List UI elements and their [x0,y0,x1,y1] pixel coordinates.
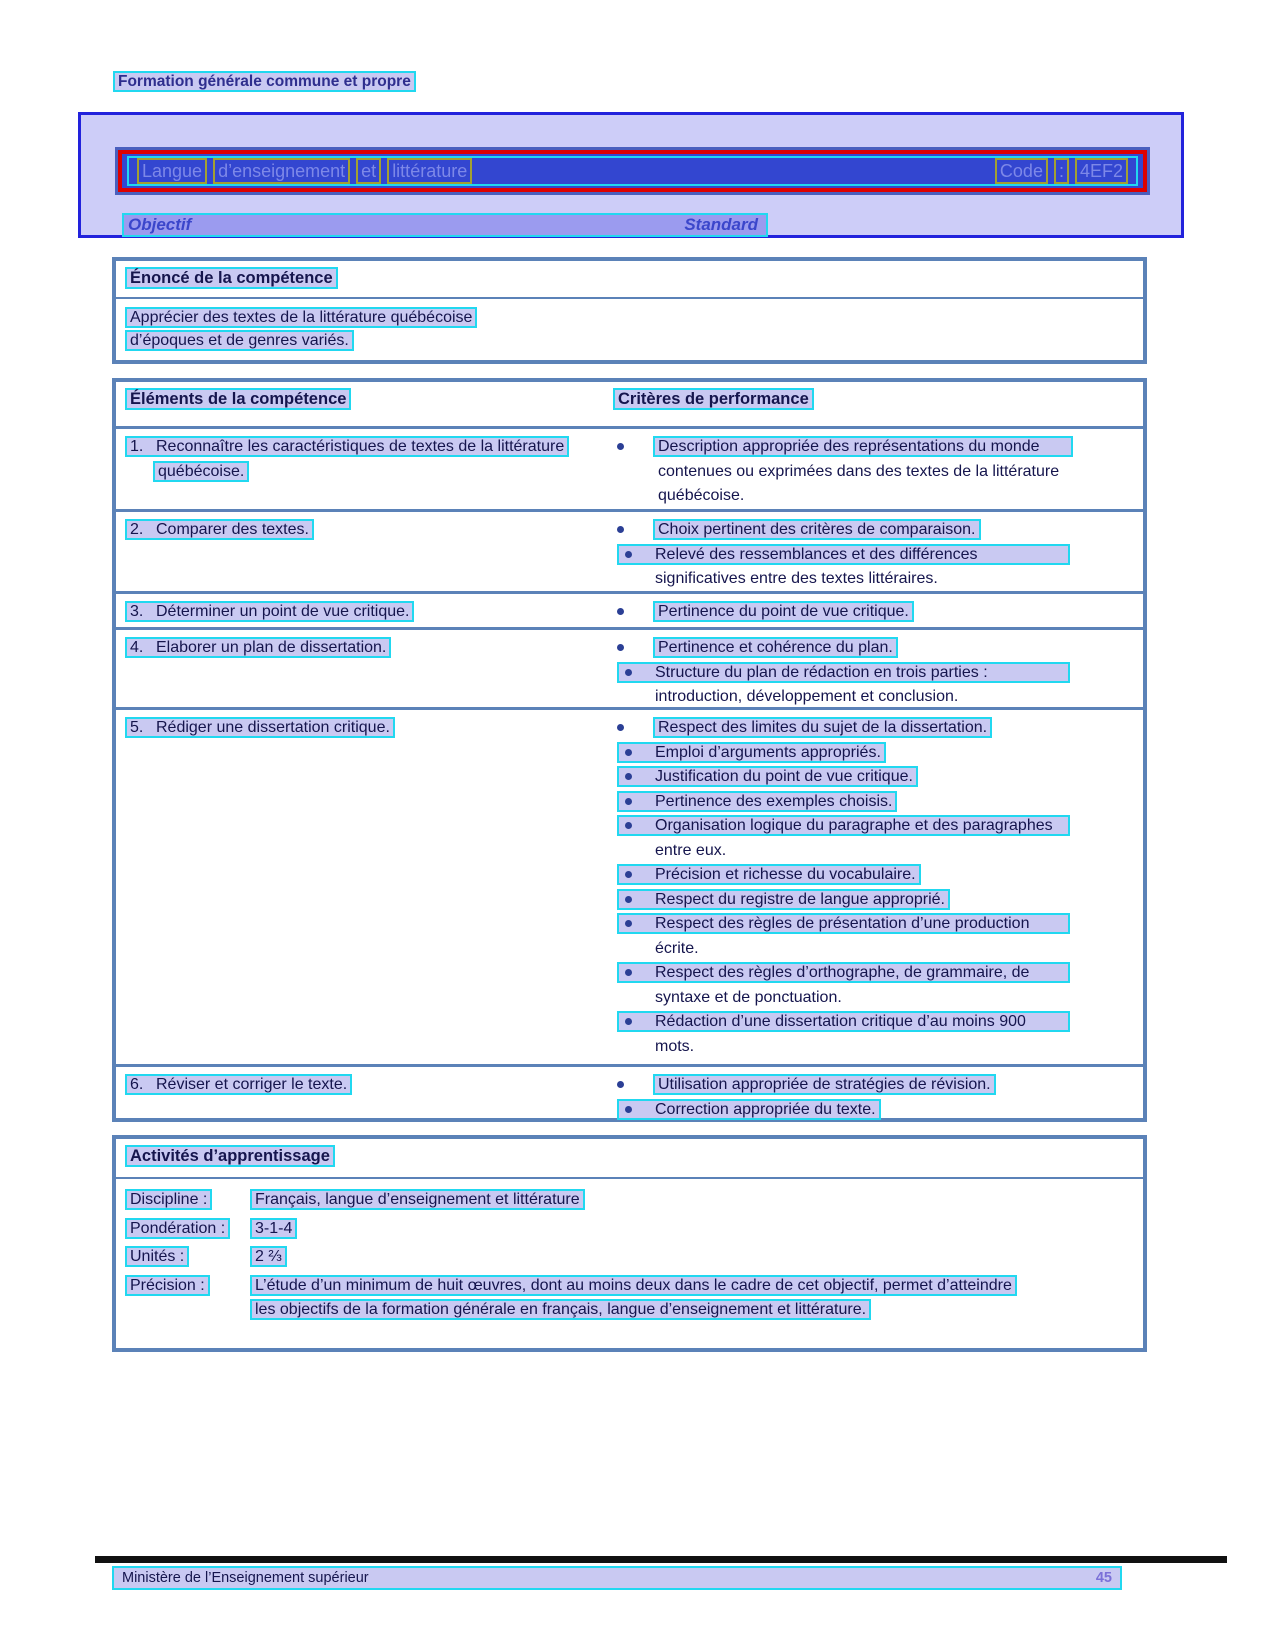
footer-ministry: Ministère de l’Enseignement supérieur [122,1570,369,1586]
activity-label-cell [125,1245,250,1270]
activity-label: Unités : [125,1246,189,1267]
header-label-text: Formation générale commune et propre [113,71,416,92]
course-banner-band [115,147,1150,195]
footer-page-number: 45 [1095,1570,1112,1586]
ocr-word-box: d’enseignement [213,158,350,184]
ocr-word-box: : [1054,158,1069,184]
activities-title-cell [116,1139,1143,1179]
activity-label-cell [125,1188,250,1213]
criterion-item: Pertinence du point de vue critique. [613,600,1143,625]
criteres-header-cell [613,390,1143,426]
criteria-list [613,518,1143,591]
intro-box [78,112,1184,238]
activity-row [125,1217,1143,1242]
criteria-list [613,435,1143,509]
objectif-heading: Objectif [128,215,192,234]
criterion-item: Pertinence et cohérence du plan. [613,636,1143,661]
activities-title: Activités d’apprentissage [125,1145,335,1167]
bullet-icon [625,669,632,676]
activities-table [112,1135,1147,1352]
criterion-item: Respect des règles d’orthographe, de grammaire, de syntaxe et de ponctuation. [613,961,1143,1010]
criterion-item: Emploi d’arguments appropriés. [613,741,1143,766]
competence-row [116,627,1143,707]
activity-value: Français, langue d’enseignement et littérature [250,1189,585,1210]
course-banner [118,150,1147,192]
activity-value-cell [250,1274,1030,1323]
activity-label: Précision : [125,1275,210,1296]
criterion-item: Utilisation appropriée de stratégies de révision. [613,1073,1143,1098]
ocr-word-box: 4EF2 [1075,158,1128,184]
criterion-item: Relevé des ressemblances et des différences significatives entre des textes littéraires. [613,543,1143,592]
criterion-item: Choix pertinent des critères de comparaison. [613,518,1143,543]
activities-body [116,1179,1143,1323]
criterion-item: Justification du point de vue critique. [613,765,1143,790]
bullet-icon [625,896,632,903]
enonce-title: Énoncé de la compétence [125,267,338,289]
elements-header: Éléments de la compétence [125,388,351,410]
activity-value-cell [250,1188,1030,1213]
activity-row [125,1274,1143,1323]
footer-rule [95,1556,1227,1563]
criterion-item: Précision et richesse du vocabulaire. [613,863,1143,888]
criteria-list [613,636,1143,707]
element-cell: 4. Elaborer un plan de dissertation. [125,636,595,707]
ocr-word-box: littérature [387,158,472,184]
competence-table [112,378,1147,1122]
bullet-icon [625,1106,632,1113]
standard-heading: Standard [684,215,758,234]
bullet-icon [625,1018,632,1025]
bullet-icon [625,871,632,878]
footer-bar [112,1566,1122,1590]
enonce-title-cell [116,261,1143,299]
activity-value-cell [250,1245,1030,1270]
bullet-icon [625,773,632,780]
activity-value: 2 ⅔ [250,1246,287,1267]
enonce-statement-cell [116,299,1143,352]
bullet-icon [625,749,632,756]
criteria-list [613,716,1143,1064]
banner-ocr-line-box [127,156,1138,186]
bullet-icon [617,443,624,450]
activity-row [125,1245,1143,1270]
bullet-icon [617,608,624,615]
document-header-label [113,72,416,92]
criterion-item: Respect du registre de langue approprié. [613,888,1143,913]
criterion-item: Structure du plan de rédaction en trois parties : introduction, développement et conclusion. [613,661,1143,708]
banner-code [995,158,1128,184]
competence-row [116,1064,1143,1126]
enonce-statement-line: d’époques et de genres variés. [125,330,1143,352]
competence-table-header-row [116,382,1143,426]
criterion-item: Rédaction d’une dissertation critique d’au moins 900 mots. [613,1010,1143,1059]
ocr-word-box: Code [995,158,1048,184]
ocr-word-box: Langue [137,158,207,184]
criterion-item: Respect des limites du sujet de la dissertation. [613,716,1143,741]
elements-header-cell [125,390,613,426]
competence-row [116,426,1143,509]
bullet-icon [625,798,632,805]
bullet-icon [617,526,624,533]
criterion-item: Organisation logique du paragraphe et des paragraphes entre eux. [613,814,1143,863]
activity-label-cell [125,1217,250,1242]
competence-row [116,591,1143,627]
enonce-table [112,257,1147,364]
objectif-standard-bar [122,213,768,237]
activity-value-cell [250,1217,1030,1242]
element-cell: 6. Réviser et corriger le texte. [125,1073,595,1126]
activity-label: Discipline : [125,1189,212,1210]
bullet-icon [625,822,632,829]
bullet-icon [625,969,632,976]
criteres-header: Critères de performance [613,388,814,410]
activity-label: Pondération : [125,1218,230,1239]
competence-row [116,707,1143,1064]
element-cell: 2. Comparer des textes. [125,518,595,591]
element-cell: 5. Rédiger une dissertation critique. [125,716,595,1064]
activity-value: 3-1-4 [250,1218,297,1239]
bullet-icon [617,724,624,731]
criterion-item: Respect des règles de présentation d’une production écrite. [613,912,1143,961]
bullet-icon [617,644,624,651]
bullet-icon [625,551,632,558]
activity-value: L’étude d’un minimum de huit œuvres, dont au moins deux dans le cadre de cet objectif, permet d’atteindre les objectifs de la formation générale en français, langue d’enseignement et littérature. [250,1275,1017,1321]
criteria-list [613,600,1143,627]
element-cell: 1. Reconnaître les caractéristiques de textes de la littérature québécoise. [125,435,595,509]
competence-row [116,509,1143,591]
enonce-statement-line: Apprécier des textes de la littérature québécoise [125,307,1143,329]
banner-title [137,158,472,184]
element-cell: 3. Déterminer un point de vue critique. [125,600,595,627]
ocr-word-box: et [356,158,381,184]
bullet-icon [617,1081,624,1088]
bullet-icon [625,920,632,927]
criterion-item: Correction appropriée du texte. [613,1098,1143,1123]
activity-row [125,1188,1143,1213]
criterion-item: Description appropriée des représentations du monde contenues ou exprimées dans des textes de la littérature québécoise. [613,435,1143,509]
criterion-item: Pertinence des exemples choisis. [613,790,1143,815]
activity-label-cell [125,1274,250,1323]
criteria-list [613,1073,1143,1126]
